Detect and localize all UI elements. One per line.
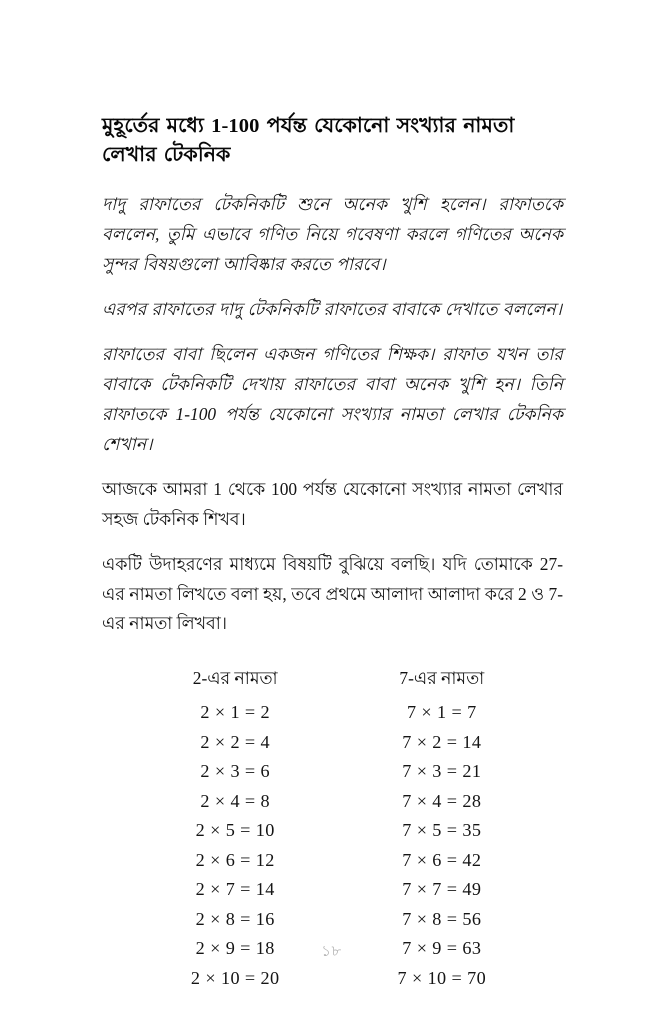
table-column-header: 7-এর নামতা (399, 668, 485, 689)
table-row: 2 × 3 = 6 (200, 761, 270, 782)
paragraph: আজকে আমরা 1 থেকে 100 পর্যন্ত যেকোনো সংখ্যার নামতা লেখার সহজ টেকনিক শিখব। (102, 478, 563, 529)
page-number: ১৮ (321, 944, 342, 960)
table-row: 7 × 3 = 21 (402, 761, 482, 782)
paragraph: একটি উদাহরণের মাধ্যমে বিষয়টি বুঝিয়ে বলছি। যদি তোমাকে 27-এর নামতা লিখতে বলা হয়, তবে প্রথমে আলাদা আলাদা করে 2 ও 7-এর নামতা লিখবা। (102, 553, 563, 634)
paragraph: এরপর রাফাতের দাদু টেকনিকটি রাফাতের বাবাকে দেখাতে বললেন। (102, 299, 562, 320)
table-row: 2 × 2 = 4 (200, 731, 270, 752)
table-row: 2 × 1 = 2 (200, 702, 270, 723)
body-text (102, 190, 563, 639)
table-row: 7 × 10 = 70 (397, 967, 487, 988)
table-row: 7 × 6 = 42 (402, 849, 482, 870)
table-row: 7 × 9 = 63 (402, 938, 482, 959)
table-row: 7 × 2 = 14 (402, 731, 482, 752)
table-row: 7 × 1 = 7 (406, 702, 477, 723)
paragraph: দাদু রাফাতের টেকনিকটি শুনে অনেক খুশি হলেন। রাফাতকে বললেন, তুমি এভাবে গণিত নিয়ে গবেষণা করলে গণিতের অনেক সুন্দর বিষয়গুলো আবিষ্কার করতে পারবে। (102, 194, 563, 275)
table-row: 2 × 5 = 10 (195, 820, 275, 841)
table-row: 7 × 8 = 56 (402, 908, 482, 929)
table-row: 7 × 4 = 28 (402, 790, 482, 811)
page-title: মুহূর্তের মধ্যে 1-100 পর্যন্ত যেকোনো সংখ্যার নামতা লেখার টেকনিক (102, 115, 515, 167)
table-row: 2 × 7 = 14 (195, 879, 275, 900)
table-row: 7 × 7 = 49 (402, 879, 482, 900)
table-row: 2 × 9 = 18 (195, 938, 275, 959)
table-row: 2 × 4 = 8 (200, 790, 270, 811)
table-row: 2 × 8 = 16 (195, 908, 275, 929)
table-row: 2 × 10 = 20 (190, 967, 280, 988)
page-content (102, 112, 563, 993)
paragraph: রাফাতের বাবা ছিলেন একজন গণিতের শিক্ষক। রাফাত যখন তার বাবাকে টেকনিকটি দেখায় রাফাতের বাবা অনেক খুশি হন। তিনি রাফাতকে 1-100 পর্যন্ত যেকোনো সংখ্যার নামতা লেখার টেকনিক শেখান। (102, 343, 563, 454)
table-column-header: 2-এর নামতা (192, 668, 278, 689)
table-row: 7 × 5 = 35 (402, 820, 482, 841)
table-row: 2 × 6 = 12 (195, 849, 275, 870)
